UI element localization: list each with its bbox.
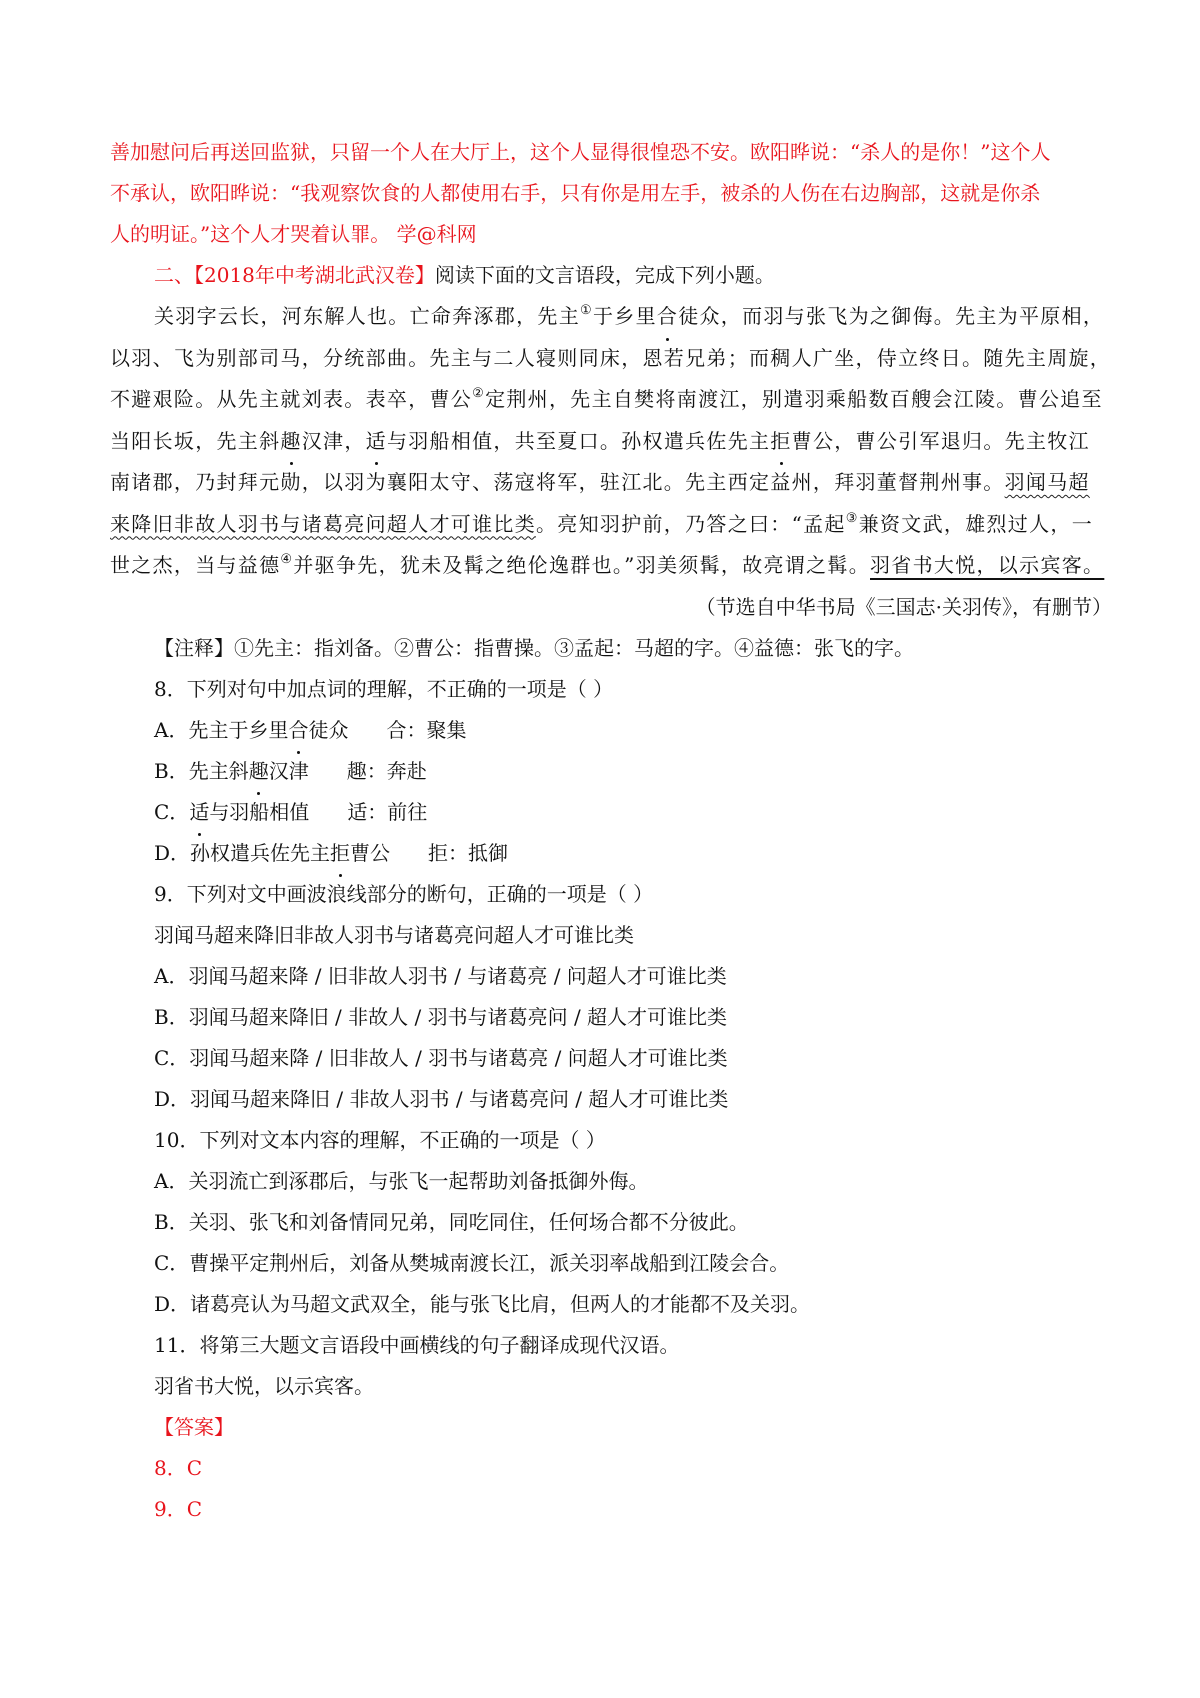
question-stem: 11．将第三大题文言语段中画横线的句子翻译成现代汉语。 [154, 1332, 680, 1357]
passage-source: （节选自中华书局《三国志·关羽传》，有删节） [695, 594, 1112, 619]
option-gloss: 拒：抵御 [428, 840, 509, 865]
option-letter: C． [154, 799, 190, 824]
answer-9: 9．C [154, 1496, 203, 1521]
passage-text: 徒众，而羽与张飞为之御侮。先主为平原相， [678, 304, 1105, 328]
option-text: 曹公 [350, 840, 391, 865]
option-c: C．羽闻马超来降 / 旧非故人 / 羽书与诸葛亮 / 问超人才可谁比类 [154, 1045, 728, 1070]
question-10 [110, 1120, 1112, 1325]
question-8 [110, 669, 1112, 874]
wavy-underlined-text: 来降旧非故人羽书与诸葛亮问超人才可谁比类 [110, 511, 536, 536]
passage-text: 汉津， [301, 428, 366, 453]
passage-text: 于乡里 [592, 304, 657, 328]
underlined-sentence: 羽省书大悦，以示宾客。 [870, 553, 1105, 577]
dotted-word: 合 [657, 296, 678, 338]
question-stem: 10．下列对文本内容的理解，不正确的一项是（ ） [154, 1127, 606, 1152]
answer-label: 【答案】 [154, 1414, 234, 1439]
option-letter: A． [154, 717, 189, 742]
question-11 [110, 1325, 1112, 1407]
option-gloss: 合：聚集 [386, 717, 467, 742]
question-stem: 8．下列对句中加点词的理解，不正确的一项是（ ） [154, 676, 614, 701]
passage-text: 兼资文武，雄烈过人，一 [858, 511, 1094, 536]
option-letter: D． [154, 840, 191, 865]
option-c [110, 792, 1112, 833]
dotted-word: 适 [189, 792, 209, 833]
answer-section [110, 1407, 1112, 1530]
dotted-word: 拒 [770, 421, 791, 463]
option-gloss: 适：前往 [347, 799, 428, 824]
section-2-heading [110, 255, 1112, 296]
section-2-source-title: 【2018年中考湖北武汉卷】 [194, 263, 435, 287]
footnote-marker: ① [580, 303, 593, 318]
passage-text: 南诸郡，乃封拜元勋，以羽为襄阳太守、荡寇将军，驻江北。先主西定益州，拜羽董督荆州事。 [110, 470, 1005, 494]
option-gloss: 趣：奔赴 [346, 758, 427, 783]
passage-text: 不避艰险。从先主就刘表。表卒，曹公 [110, 387, 473, 411]
section-2-prefix: 二、 [154, 263, 194, 287]
option-a: A．羽闻马超来降 / 旧非故人羽书 / 与诸葛亮 / 问超人才可谁比类 [154, 963, 727, 988]
passage-text: 与羽船相值，共至夏口。孙权遣兵佐先主 [386, 428, 771, 453]
passage-text: 曹公，曹公引军退归。先主牧江 [791, 428, 1090, 453]
option-d: D．诸葛亮认为马超文武双全，能与张飞比肩，但两人的才能都不及关羽。 [154, 1291, 811, 1316]
question-sentence: 羽省书大悦，以示宾客。 [154, 1373, 374, 1398]
passage-line [110, 421, 1112, 463]
wavy-underlined-text: 羽闻马超 [1004, 470, 1090, 494]
passage-text: 。亮知羽护前，乃答之曰：“孟起 [536, 511, 846, 536]
intro-line-3: 人的明证。”这个人才哭着认罪。 学@科网 [110, 222, 477, 246]
option-letter: B． [154, 758, 189, 783]
intro-line-1: 善加慰问后再送回监狱，只留一个人在大厅上，这个人显得很惶恐不安。欧阳晔说：“杀人的是你！”这个人 [110, 140, 1051, 164]
intro-line-2: 不承认，欧阳晔说：“我观察饮食的人都使用右手，只有你是用左手，被杀的人伤在右边胸部，这就是你杀 [110, 181, 1041, 205]
passage-text: 定荆州，先主自樊将南渡江，别遣羽乘船数百艘会江陵。曹公追至 [485, 387, 1103, 411]
passage-line [110, 462, 1112, 504]
dotted-word: 趣 [280, 421, 301, 463]
answer-8: 8．C [154, 1455, 203, 1480]
question-sentence: 羽闻马超来降旧非故人羽书与诸葛亮问超人才可谁比类 [154, 922, 634, 947]
option-text: 孙权遣兵佐先主 [190, 840, 331, 865]
dotted-word: 合 [288, 710, 308, 751]
dotted-word: 拒 [330, 833, 350, 874]
option-d: D．羽闻马超来降旧 / 非故人羽书 / 与诸葛亮问 / 超人才可谁比类 [154, 1086, 729, 1111]
passage-line [110, 545, 1112, 587]
dotted-word: 适 [366, 421, 387, 463]
passage-text: 当阳长坂，先主斜 [110, 428, 281, 453]
annotation-notes: 【注释】①先主：指刘备。②曹公：指曹操。③孟起：马超的字。④益德：张飞的字。 [154, 635, 914, 660]
question-stem: 9．下列对文中画波浪线部分的断句，正确的一项是（ ） [154, 881, 654, 906]
option-c: C．曹操平定荆州后，刘备从樊城南渡长江，派关羽率战船到江陵会合。 [154, 1250, 790, 1275]
question-9 [110, 874, 1112, 1120]
option-text: 先主斜 [188, 758, 249, 783]
passage-line [110, 379, 1112, 421]
passage-text: 世之杰，当与益德 [110, 553, 281, 577]
option-text: 徒众 [308, 717, 349, 742]
footnote-marker: ② [472, 386, 486, 401]
intro-translation [110, 132, 1112, 255]
passage-line: 以羽、飞为别部司马，分统部曲。先主与二人寝则同床，恩若兄弟；而稠人广坐，侍立终日。随先主周旋， [110, 345, 1112, 370]
passage-text: 并驱争先，犹未及髯之绝伦逸群也。”羽美须髯，故亮谓之髯。 [293, 553, 870, 577]
option-d [110, 833, 1112, 874]
option-b: B．关羽、张飞和刘备情同兄弟，同吃同住，任何场合都不分彼此。 [154, 1209, 749, 1234]
passage-line [110, 296, 1112, 338]
option-b [110, 751, 1112, 792]
dotted-word: 趣 [249, 751, 269, 792]
section-2-instruction: 阅读下面的文言语段，完成下列小题。 [434, 263, 775, 287]
option-text: 与羽船相值 [209, 799, 310, 824]
option-a: A．关羽流亡到涿郡后，与张飞一起帮助刘备抵御外侮。 [154, 1168, 649, 1193]
option-b: B．羽闻马超来降旧 / 非故人 / 羽书与诸葛亮问 / 超人才可谁比类 [154, 1004, 728, 1029]
option-text: 汉津 [268, 758, 309, 783]
passage-text: 关羽字云长，河东解人也。亡命奔涿郡，先主 [154, 304, 580, 328]
classical-passage [110, 296, 1112, 587]
option-a [110, 710, 1112, 751]
option-text: 先主于乡里 [188, 717, 289, 742]
footnote-marker: ④ [280, 552, 294, 567]
passage-line [110, 504, 1112, 546]
footnote-marker: ③ [845, 510, 859, 526]
